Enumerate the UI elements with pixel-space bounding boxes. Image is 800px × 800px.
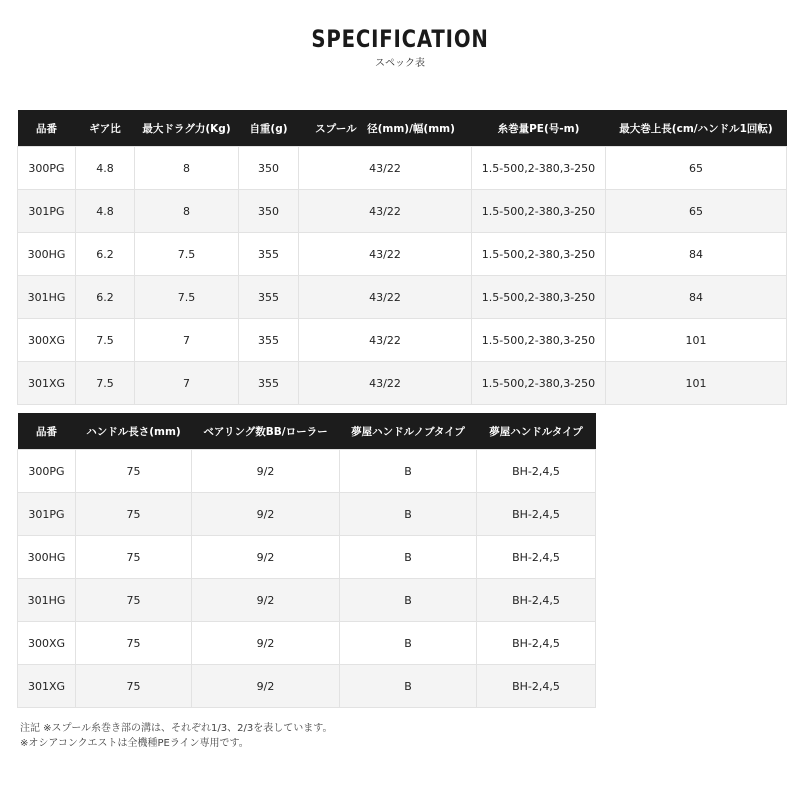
cell-max-drag: 7.5 <box>135 233 239 276</box>
cell-model: 301PG <box>18 493 76 536</box>
cell-max-drag: 8 <box>135 190 239 233</box>
cell-max-drag: 7 <box>135 319 239 362</box>
table-row <box>18 362 787 405</box>
cell-line-capacity: 1.5-500,2-380,3-250 <box>472 276 606 319</box>
cell-max-drag: 8 <box>135 147 239 190</box>
cell-line-capacity: 1.5-500,2-380,3-250 <box>472 233 606 276</box>
cell-knob-type: B <box>340 665 477 708</box>
cell-handle-type: BH-2,4,5 <box>477 536 596 579</box>
cell-weight: 355 <box>239 319 299 362</box>
cell-gear-ratio: 6.2 <box>76 276 135 319</box>
cell-weight: 355 <box>239 276 299 319</box>
cell-handle-type: BH-2,4,5 <box>477 622 596 665</box>
table-row <box>18 665 596 708</box>
cell-model: 301HG <box>18 276 76 319</box>
cell-bearings: 9/2 <box>192 665 340 708</box>
col-header-knob-type: 夢屋ハンドルノブタイプ <box>340 413 477 450</box>
cell-handle-type: BH-2,4,5 <box>477 665 596 708</box>
cell-max-drag: 7.5 <box>135 276 239 319</box>
cell-knob-type: B <box>340 450 477 493</box>
cell-handle-type: BH-2,4,5 <box>477 450 596 493</box>
cell-model: 300HG <box>18 233 76 276</box>
col-header-gear-ratio: ギア比 <box>76 110 135 147</box>
col-header-model: 品番 <box>18 110 76 147</box>
cell-handle-length: 75 <box>76 450 192 493</box>
cell-gear-ratio: 4.8 <box>76 190 135 233</box>
cell-retrieve-length: 84 <box>606 276 787 319</box>
cell-handle-length: 75 <box>76 536 192 579</box>
col-header-bearings: ベアリング数BB/ローラー <box>192 413 340 450</box>
col-header-spool-size: スプール 径(mm)/幅(mm) <box>299 110 472 147</box>
cell-model: 301XG <box>18 362 76 405</box>
page-subtitle: スペック表 <box>375 58 425 69</box>
cell-spool-size: 43/22 <box>299 319 472 362</box>
cell-handle-length: 75 <box>76 665 192 708</box>
cell-retrieve-length: 65 <box>606 147 787 190</box>
col-header-max-drag: 最大ドラグ力(Kg) <box>135 110 239 147</box>
cell-handle-type: BH-2,4,5 <box>477 493 596 536</box>
cell-line-capacity: 1.5-500,2-380,3-250 <box>472 319 606 362</box>
table-row <box>18 493 596 536</box>
cell-model: 300PG <box>18 450 76 493</box>
cell-weight: 350 <box>239 190 299 233</box>
spec-heading <box>0 22 800 71</box>
table-header-row <box>18 413 596 450</box>
footnote-pe-line-only: ※オシアコンクエストは全機種PEライン専用です。 <box>20 738 249 749</box>
col-header-model: 品番 <box>18 413 76 450</box>
cell-retrieve-length: 84 <box>606 233 787 276</box>
cell-spool-size: 43/22 <box>299 276 472 319</box>
cell-model: 300PG <box>18 147 76 190</box>
cell-bearings: 9/2 <box>192 450 340 493</box>
cell-handle-length: 75 <box>76 622 192 665</box>
cell-retrieve-length: 101 <box>606 319 787 362</box>
cell-bearings: 9/2 <box>192 579 340 622</box>
cell-knob-type: B <box>340 536 477 579</box>
cell-bearings: 9/2 <box>192 536 340 579</box>
col-header-handle-type: 夢屋ハンドルタイプ <box>477 413 596 450</box>
col-header-retrieve-length: 最大巻上長(cm/ハンドル1回転) <box>606 110 787 147</box>
table-header-row <box>18 110 787 147</box>
cell-weight: 355 <box>239 233 299 276</box>
table-row <box>18 536 596 579</box>
table-row <box>18 276 787 319</box>
table-row <box>18 190 787 233</box>
table-row <box>18 450 596 493</box>
cell-model: 301HG <box>18 579 76 622</box>
cell-knob-type: B <box>340 493 477 536</box>
cell-model: 301PG <box>18 190 76 233</box>
cell-model: 300XG <box>18 319 76 362</box>
cell-handle-type: BH-2,4,5 <box>477 579 596 622</box>
cell-gear-ratio: 7.5 <box>76 362 135 405</box>
cell-bearings: 9/2 <box>192 622 340 665</box>
table-row <box>18 147 787 190</box>
cell-spool-size: 43/22 <box>299 190 472 233</box>
table-row <box>18 622 596 665</box>
table-row <box>18 579 596 622</box>
col-header-handle-length: ハンドル長さ(mm) <box>76 413 192 450</box>
cell-model: 301XG <box>18 665 76 708</box>
cell-knob-type: B <box>340 579 477 622</box>
cell-spool-size: 43/22 <box>299 147 472 190</box>
cell-line-capacity: 1.5-500,2-380,3-250 <box>472 362 606 405</box>
cell-line-capacity: 1.5-500,2-380,3-250 <box>472 190 606 233</box>
cell-spool-size: 43/22 <box>299 233 472 276</box>
page-title: SPECIFICATION <box>311 25 489 53</box>
cell-knob-type: B <box>340 622 477 665</box>
col-header-weight: 自重(g) <box>239 110 299 147</box>
cell-gear-ratio: 4.8 <box>76 147 135 190</box>
cell-handle-length: 75 <box>76 493 192 536</box>
cell-gear-ratio: 6.2 <box>76 233 135 276</box>
cell-line-capacity: 1.5-500,2-380,3-250 <box>472 147 606 190</box>
footnotes <box>20 721 332 751</box>
cell-model: 300HG <box>18 536 76 579</box>
table-row <box>18 319 787 362</box>
cell-gear-ratio: 7.5 <box>76 319 135 362</box>
col-header-line-capacity: 糸巻量PE(号-m) <box>472 110 606 147</box>
spec-table-handle <box>17 413 596 708</box>
spec-table-main <box>17 110 787 405</box>
table-row <box>18 233 787 276</box>
cell-retrieve-length: 101 <box>606 362 787 405</box>
cell-weight: 350 <box>239 147 299 190</box>
footnote-spool-groove: 注記 ※スプール糸巻き部の溝は、それぞれ1/3、2/3を表しています。 <box>20 723 333 734</box>
cell-max-drag: 7 <box>135 362 239 405</box>
cell-model: 300XG <box>18 622 76 665</box>
cell-retrieve-length: 65 <box>606 190 787 233</box>
cell-weight: 355 <box>239 362 299 405</box>
cell-handle-length: 75 <box>76 579 192 622</box>
cell-bearings: 9/2 <box>192 493 340 536</box>
cell-spool-size: 43/22 <box>299 362 472 405</box>
